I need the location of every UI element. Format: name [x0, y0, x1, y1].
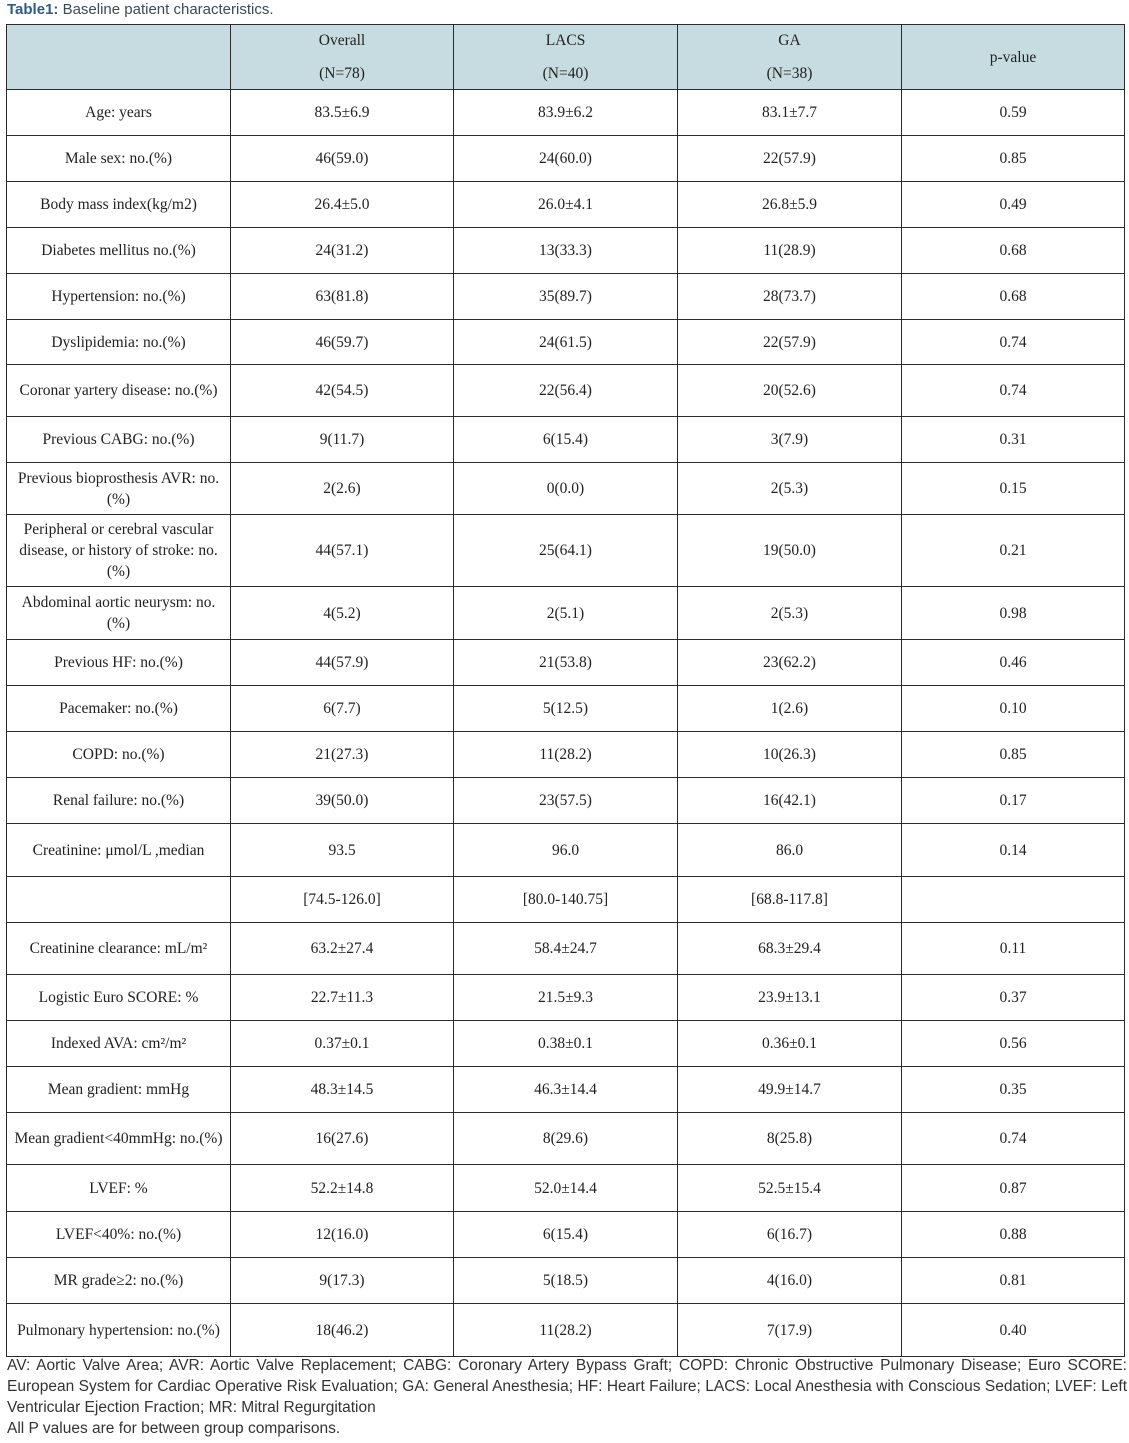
cell-ga: 20(52.6)	[678, 365, 902, 417]
cell-p: 0.31	[902, 417, 1125, 463]
table-row	[7, 640, 1125, 686]
cell-label: Renal failure: no.(%)	[7, 778, 231, 824]
cell-p: 0.68	[902, 228, 1125, 274]
table-caption-label: Table1:	[7, 1, 59, 18]
cell-label: COPD: no.(%)	[7, 732, 231, 778]
table-row	[7, 1021, 1125, 1067]
cell-overall: 93.5	[231, 824, 454, 877]
cell-overall: 2(2.6)	[231, 463, 454, 515]
cell-ga: 28(73.7)	[678, 274, 902, 320]
cell-p: 0.40	[902, 1304, 1125, 1357]
header-overall: Overall (N=78)	[231, 25, 454, 90]
cell-overall: 83.5±6.9	[231, 90, 454, 136]
cell-p: 0.10	[902, 686, 1125, 732]
cell-label: Abdominal aortic neurysm: no.(%)	[7, 587, 231, 640]
cell-p: 0.46	[902, 640, 1125, 686]
cell-ga: 2(5.3)	[678, 463, 902, 515]
cell-lacs: 35(89.7)	[454, 274, 678, 320]
cell-label: Creatinine: μmol/L ,median	[7, 824, 231, 877]
cell-overall: 44(57.1)	[231, 515, 454, 587]
table-row	[7, 877, 1125, 923]
cell-ga: 2(5.3)	[678, 587, 902, 640]
cell-overall: 0.37±0.1	[231, 1021, 454, 1067]
cell-lacs: 23(57.5)	[454, 778, 678, 824]
cell-lacs: 13(33.3)	[454, 228, 678, 274]
cell-overall: 6(7.7)	[231, 686, 454, 732]
cell-overall: 48.3±14.5	[231, 1067, 454, 1113]
cell-p: 0.15	[902, 463, 1125, 515]
cell-overall: 42(54.5)	[231, 365, 454, 417]
table-row	[7, 1304, 1125, 1357]
cell-label: Pulmonary hypertension: no.(%)	[7, 1304, 231, 1357]
cell-p: 0.68	[902, 274, 1125, 320]
footnote-abbreviations: AV: Aortic Valve Area; AVR: Aortic Valve Replacement; CABG: Coronary Artery Bypass Graft; COPD: Chronic Obstructive Pulmonary Disease; Euro SCORE: European System for Cardiac Operative Risk Evaluation; GA: General Anesthesia; HF: Heart Failure; LACS: Local Anesthesia with Conscious Sedation; LVEF: Left Ventricular Ejection Fraction; MR: Mitral Regurgitation	[7, 1357, 1127, 1416]
table-row	[7, 778, 1125, 824]
cell-label: Dyslipidemia: no.(%)	[7, 320, 231, 365]
cell-overall: 39(50.0)	[231, 778, 454, 824]
table-row	[7, 1165, 1125, 1212]
cell-p: 0.98	[902, 587, 1125, 640]
cell-label: LVEF: %	[7, 1165, 231, 1212]
cell-ga: 19(50.0)	[678, 515, 902, 587]
cell-lacs: 5(18.5)	[454, 1258, 678, 1304]
cell-label: Diabetes mellitus no.(%)	[7, 228, 231, 274]
cell-p: 0.17	[902, 778, 1125, 824]
cell-lacs: 11(28.2)	[454, 732, 678, 778]
cell-lacs: 11(28.2)	[454, 1304, 678, 1357]
table-row	[7, 463, 1125, 515]
cell-label: Indexed AVA: cm²/m²	[7, 1021, 231, 1067]
cell-p: 0.14	[902, 824, 1125, 877]
cell-overall: 46(59.0)	[231, 136, 454, 182]
cell-label: Male sex: no.(%)	[7, 136, 231, 182]
cell-overall: 63.2±27.4	[231, 923, 454, 975]
cell-label: Previous HF: no.(%)	[7, 640, 231, 686]
cell-lacs: 52.0±14.4	[454, 1165, 678, 1212]
table-row	[7, 417, 1125, 463]
cell-ga: 16(42.1)	[678, 778, 902, 824]
header-lacs: LACS (N=40)	[454, 25, 678, 90]
cell-ga: 26.8±5.9	[678, 182, 902, 228]
cell-lacs: 46.3±14.4	[454, 1067, 678, 1113]
cell-ga: 83.1±7.7	[678, 90, 902, 136]
cell-lacs: 6(15.4)	[454, 417, 678, 463]
table-row	[7, 686, 1125, 732]
cell-p: 0.21	[902, 515, 1125, 587]
cell-lacs: 0(0.0)	[454, 463, 678, 515]
table-header-row	[7, 25, 1125, 90]
cell-p: 0.56	[902, 1021, 1125, 1067]
cell-lacs: 96.0	[454, 824, 678, 877]
table-row	[7, 732, 1125, 778]
table-caption-text: Baseline patient characteristics.	[62, 1, 274, 18]
cell-label: Body mass index(kg/m2)	[7, 182, 231, 228]
cell-ga: 7(17.9)	[678, 1304, 902, 1357]
cell-lacs: 24(61.5)	[454, 320, 678, 365]
baseline-characteristics-table	[6, 24, 1125, 1357]
cell-overall: 63(81.8)	[231, 274, 454, 320]
cell-lacs: 2(5.1)	[454, 587, 678, 640]
cell-overall: 9(17.3)	[231, 1258, 454, 1304]
cell-p: 0.37	[902, 975, 1125, 1021]
cell-ga: 8(25.8)	[678, 1113, 902, 1165]
cell-lacs: 83.9±6.2	[454, 90, 678, 136]
cell-p: 0.74	[902, 1113, 1125, 1165]
table-caption	[7, 1, 274, 18]
cell-label: Pacemaker: no.(%)	[7, 686, 231, 732]
cell-overall: 12(16.0)	[231, 1212, 454, 1258]
cell-label: Logistic Euro SCORE: %	[7, 975, 231, 1021]
cell-ga: 22(57.9)	[678, 136, 902, 182]
cell-lacs: 6(15.4)	[454, 1212, 678, 1258]
cell-p: 0.74	[902, 320, 1125, 365]
cell-ga: 86.0	[678, 824, 902, 877]
table-row	[7, 1258, 1125, 1304]
cell-label: MR grade≥2: no.(%)	[7, 1258, 231, 1304]
cell-lacs: 58.4±24.7	[454, 923, 678, 975]
cell-lacs: 24(60.0)	[454, 136, 678, 182]
cell-overall: 24(31.2)	[231, 228, 454, 274]
cell-p: 0.81	[902, 1258, 1125, 1304]
cell-lacs: 21.5±9.3	[454, 975, 678, 1021]
cell-overall: [74.5-126.0]	[231, 877, 454, 923]
cell-overall: 4(5.2)	[231, 587, 454, 640]
cell-ga: 10(26.3)	[678, 732, 902, 778]
cell-ga: 4(16.0)	[678, 1258, 902, 1304]
cell-lacs: 25(64.1)	[454, 515, 678, 587]
cell-p: 0.87	[902, 1165, 1125, 1212]
table-row	[7, 587, 1125, 640]
cell-overall: 22.7±11.3	[231, 975, 454, 1021]
cell-label: Previous CABG: no.(%)	[7, 417, 231, 463]
cell-overall: 9(11.7)	[231, 417, 454, 463]
table-row	[7, 1212, 1125, 1258]
header-ga: GA (N=38)	[678, 25, 902, 90]
table-row	[7, 1067, 1125, 1113]
cell-p: 0.85	[902, 136, 1125, 182]
header-p-value: p-value	[902, 25, 1125, 90]
cell-overall: 52.2±14.8	[231, 1165, 454, 1212]
table-row	[7, 975, 1125, 1021]
cell-ga: 49.9±14.7	[678, 1067, 902, 1113]
cell-overall: 46(59.7)	[231, 320, 454, 365]
table-row	[7, 320, 1125, 365]
cell-lacs: 5(12.5)	[454, 686, 678, 732]
cell-p: 0.85	[902, 732, 1125, 778]
table-row	[7, 182, 1125, 228]
cell-p: 0.59	[902, 90, 1125, 136]
cell-ga: 0.36±0.1	[678, 1021, 902, 1067]
cell-overall: 18(46.2)	[231, 1304, 454, 1357]
table-row	[7, 515, 1125, 587]
table-footnote	[7, 1355, 1127, 1439]
cell-overall: 21(27.3)	[231, 732, 454, 778]
cell-overall: 26.4±5.0	[231, 182, 454, 228]
cell-p: 0.88	[902, 1212, 1125, 1258]
cell-overall: 44(57.9)	[231, 640, 454, 686]
table-row	[7, 136, 1125, 182]
cell-label: Peripheral or cerebral vascular disease, or history of stroke: no.(%)	[7, 515, 231, 587]
cell-label: LVEF<40%: no.(%)	[7, 1212, 231, 1258]
table-row	[7, 824, 1125, 877]
cell-ga: 3(7.9)	[678, 417, 902, 463]
cell-lacs: 21(53.8)	[454, 640, 678, 686]
cell-label: Age: years	[7, 90, 231, 136]
cell-label: Creatinine clearance: mL/m²	[7, 923, 231, 975]
table-row	[7, 90, 1125, 136]
cell-lacs: 22(56.4)	[454, 365, 678, 417]
cell-p: 0.11	[902, 923, 1125, 975]
cell-ga: [68.8-117.8]	[678, 877, 902, 923]
cell-ga: 6(16.7)	[678, 1212, 902, 1258]
table-row	[7, 923, 1125, 975]
cell-ga: 22(57.9)	[678, 320, 902, 365]
cell-lacs: 26.0±4.1	[454, 182, 678, 228]
cell-p	[902, 877, 1125, 923]
table-row	[7, 228, 1125, 274]
cell-ga: 23(62.2)	[678, 640, 902, 686]
cell-label: Mean gradient: mmHg	[7, 1067, 231, 1113]
cell-p: 0.35	[902, 1067, 1125, 1113]
cell-ga: 52.5±15.4	[678, 1165, 902, 1212]
cell-ga: 68.3±29.4	[678, 923, 902, 975]
cell-label	[7, 877, 231, 923]
cell-ga: 1(2.6)	[678, 686, 902, 732]
cell-label: Mean gradient<40mmHg: no.(%)	[7, 1113, 231, 1165]
header-empty	[7, 25, 231, 90]
cell-ga: 23.9±13.1	[678, 975, 902, 1021]
footnote-note: All P values are for between group comparisons.	[7, 1420, 341, 1437]
cell-label: Coronar yartery disease: no.(%)	[7, 365, 231, 417]
table-row	[7, 1113, 1125, 1165]
cell-label: Previous bioprosthesis AVR: no.(%)	[7, 463, 231, 515]
cell-p: 0.49	[902, 182, 1125, 228]
cell-ga: 11(28.9)	[678, 228, 902, 274]
cell-lacs: 8(29.6)	[454, 1113, 678, 1165]
cell-lacs: [80.0-140.75]	[454, 877, 678, 923]
cell-label: Hypertension: no.(%)	[7, 274, 231, 320]
table-row	[7, 274, 1125, 320]
table-row	[7, 365, 1125, 417]
cell-overall: 16(27.6)	[231, 1113, 454, 1165]
cell-lacs: 0.38±0.1	[454, 1021, 678, 1067]
cell-p: 0.74	[902, 365, 1125, 417]
